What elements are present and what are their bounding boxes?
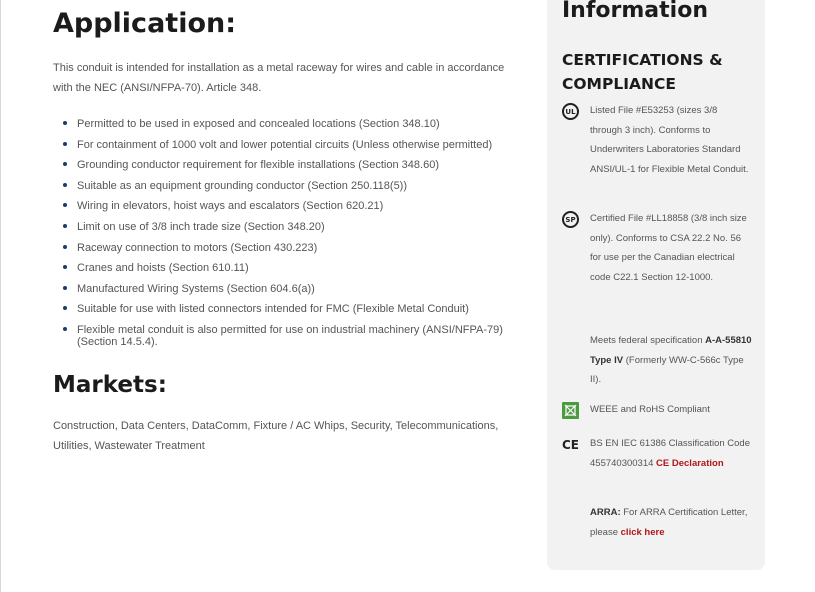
list-item: Wiring in elevators, hoist ways and escalators (Section 620.21) — [53, 200, 523, 212]
markets-heading: Markets: — [53, 372, 167, 398]
ce-declaration-link[interactable]: CE Declaration — [656, 457, 724, 469]
application-intro: This conduit is intended for installation as a metal raceway for wires and cable in accordance with the NEC (ANSI/NFPA-70). Article 348. — [53, 62, 505, 94]
weee-rohs-link[interactable]: WEEE and RoHS Compliant — [590, 404, 710, 415]
application-uses-list — [53, 118, 523, 357]
csa-certification-text: Certified File #LL18858 (3/8 inch size only). Conforms to CSA 22.2 No. 56 for use per the Canadian electrical code C22.1 Section 12-1000. — [590, 213, 747, 283]
federal-spec-code: A-A-55810 Type IV — [590, 335, 752, 366]
federal-spec-text — [590, 331, 752, 390]
list-item: Cranes and hoists (Section 610.11) — [53, 262, 523, 274]
list-item: Suitable as an equipment grounding conductor (Section 250.118(5)) — [53, 180, 523, 192]
federal-spec-suffix: (Formerly WW-C-566c Type II). — [590, 354, 744, 385]
csa-certification — [562, 209, 752, 287]
list-item: Raceway connection to motors (Section 430.223) — [53, 242, 523, 254]
list-item: Limit on use of 3/8 inch trade size (Section 348.20) — [53, 221, 523, 233]
federal-spec-prefix: Meets federal specification — [590, 335, 706, 346]
weee-compliance — [562, 400, 752, 420]
ce-classification-code: BS EN IEC 61386 Classification Code 455740300314 — [590, 438, 750, 469]
arra-label: ARRA: — [590, 507, 621, 518]
list-item: Suitable for use with listed connectors intended for FMC (Flexible Metal Conduit) — [53, 303, 523, 315]
federal-spec — [562, 331, 752, 390]
list-item: Flexible metal conduit is also permitted for use on industrial machinery (ANSI/NFPA-79) (Section 14.5.4). — [53, 324, 523, 348]
ce-mark-icon: CE — [562, 437, 580, 452]
ce-classification — [562, 434, 752, 473]
certifications-heading: CERTIFICATIONS & COMPLIANCE — [562, 51, 723, 93]
weee-icon — [562, 402, 579, 419]
list-item: For containment of 1000 volt and lower potential circuits (Unless otherwise permitted) — [53, 139, 523, 151]
arra-certification — [562, 503, 752, 542]
ul-certification — [562, 101, 752, 179]
application-heading: Application: — [53, 8, 237, 39]
arra-description: For ARRA Certification Letter, please — [590, 507, 748, 538]
page-left-border — [0, 0, 1, 592]
list-item: Permitted to be used in exposed and concealed locations (Section 348.10) — [53, 118, 523, 130]
ul-certification-text: Listed File #E53253 (sizes 3/8 through 3 inch). Conforms to Underwriters Laboratories Standard ANSI/UL-1 for Flexible Metal Conduit. — [590, 105, 749, 175]
list-item: Manufactured Wiring Systems (Section 604.6(a)) — [53, 283, 523, 295]
csa-icon: SP — [562, 211, 579, 228]
ce-classification-text — [590, 434, 752, 473]
ul-listed-icon: UL — [562, 103, 579, 120]
markets-text: Construction, Data Centers, DataComm, Fixture / AC Whips, Security, Telecommunications, Utilities, Wastewater Treatment — [53, 420, 499, 452]
list-item: Grounding conductor requirement for flexible installations (Section 348.60) — [53, 159, 523, 171]
arra-click-here-link[interactable]: click here — [620, 526, 665, 538]
information-heading: Information — [562, 0, 708, 23]
arra-text — [590, 503, 752, 542]
